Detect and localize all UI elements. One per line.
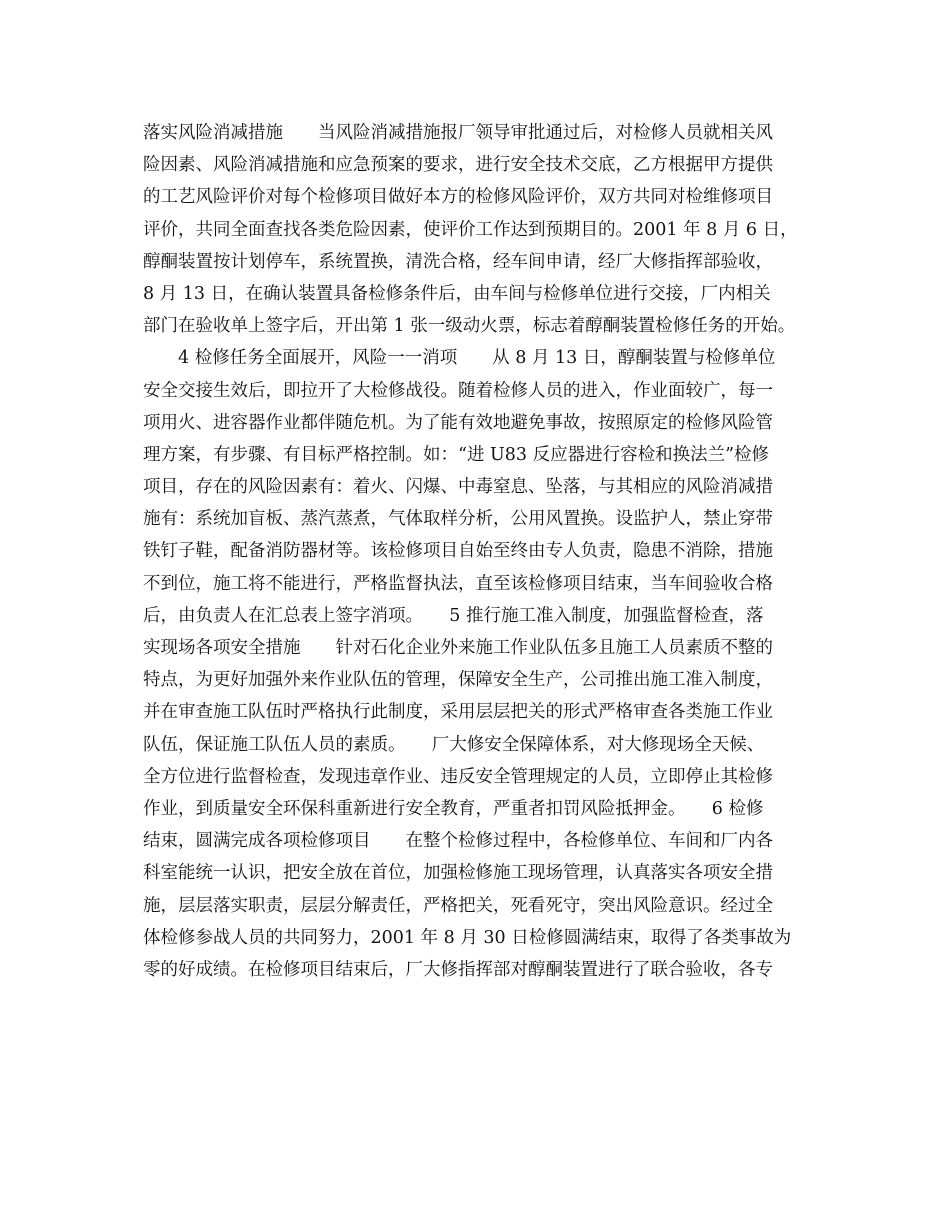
text-line: 险因素、风险消减措施和应急预案的要求，进行安全技术交底，乙方根据甲方提供 xyxy=(143,155,773,176)
text-line: 并在审查施工队伍时严格执行此制度，采用层层把关的形式严格审查各类施工作业 xyxy=(143,702,773,723)
text-line: 理方案，有步骤、有目标严格控制。如：“进 U83 反应器进行容检和换法兰”检修 xyxy=(143,444,770,465)
text-line: 4 检修任务全面展开，风险一一消项 从 8 月 13 日，醇酮装置与检修单位 xyxy=(143,348,776,369)
text-line: 施有：系统加盲板、蒸汽蒸煮，气体取样分析，公用风置换。设监护人，禁止穿带 xyxy=(143,509,773,530)
text-line: 铁钉子鞋，配备消防器材等。该检修项目自始至终由专人负责，隐患不消除，措施 xyxy=(143,541,773,562)
text-line: 8 月 13 日，在确认装置具备检修条件后，由车间与检修单位进行交接，厂内相关 xyxy=(143,283,771,304)
text-line: 落实风险消减措施 当风险消减措施报厂领导审批通过后，对检修人员就相关风 xyxy=(143,123,773,143)
text-line: 醇酮装置按计划停车，系统置换，清洗合格，经车间申请，经厂大修指挥部验收， xyxy=(143,251,773,272)
text-line: 全方位进行监督检查，发现违章作业、违反安全管理规定的人员，立即停止其检修 xyxy=(143,766,773,787)
text-line: 队伍，保证施工队伍人员的素质。 厂大修安全保障体系，对大修现场全天候、 xyxy=(143,734,765,755)
text-line: 施，层层落实职责，层层分解责任，严格把关，死看死守，突出风险意识。经过全 xyxy=(143,895,773,916)
text-line: 体检修参战人员的共同努力，2001 年 8 月 30 日检修圆满结束，取得了各类事故为 xyxy=(143,927,792,948)
text-line: 项目，存在的风险因素有：着火、闪爆、中毒窒息、坠落，与其相应的风险消减措 xyxy=(143,477,773,498)
text-line: 安全交接生效后，即拉开了大检修战役。随着检修人员的进入，作业面较广，每一 xyxy=(143,380,773,401)
text-line: 部门在验收单上签字后，开出第 1 张一级动火票，标志着醇酮装置检修任务的开始。 xyxy=(143,316,796,337)
text-line: 不到位，施工将不能进行，严格监督执法，直至该检修项目结束，当车间验收合格 xyxy=(143,573,773,594)
text-line: 科室能统一认识，把安全放在首位，加强检修施工现场管理，认真落实各项安全措 xyxy=(143,863,773,884)
text-line: 评价，共同全面查找各类危险因素，使评价工作达到预期目的。2001 年 8 月 6 日， xyxy=(143,219,798,240)
text-line: 结束，圆满完成各项检修项目 在整个检修过程中，各检修单位、车间和厂内各 xyxy=(143,831,773,852)
text-line: 后，由负责人在汇总表上签字消项。 5 推行施工准入制度，加强监督检查，落 xyxy=(143,605,764,626)
body-text xyxy=(143,117,823,986)
text-line: 实现场各项安全措施 针对石化企业外来施工作业队伍多且施工人员素质不整的 xyxy=(143,638,773,658)
text-line: 特点，为更好加强外来作业队伍的管理，保障安全生产，公司推出施工准入制度， xyxy=(143,670,773,691)
text-line: 作业，到质量安全环保科重新进行安全教育，严重者扣罚风险抵押金。 6 检修 xyxy=(143,798,764,819)
text-line: 的工艺风险评价对每个检修项目做好本方的检修风险评价，双方共同对检维修项目 xyxy=(143,187,773,208)
text-line: 项用火、进容器作业都伴随危机。为了能有效地避免事故，按照原定的检修风险管 xyxy=(143,412,773,433)
text-line: 零的好成绩。在检修项目结束后，厂大修指挥部对醇酮装置进行了联合验收，各专 xyxy=(143,959,773,980)
